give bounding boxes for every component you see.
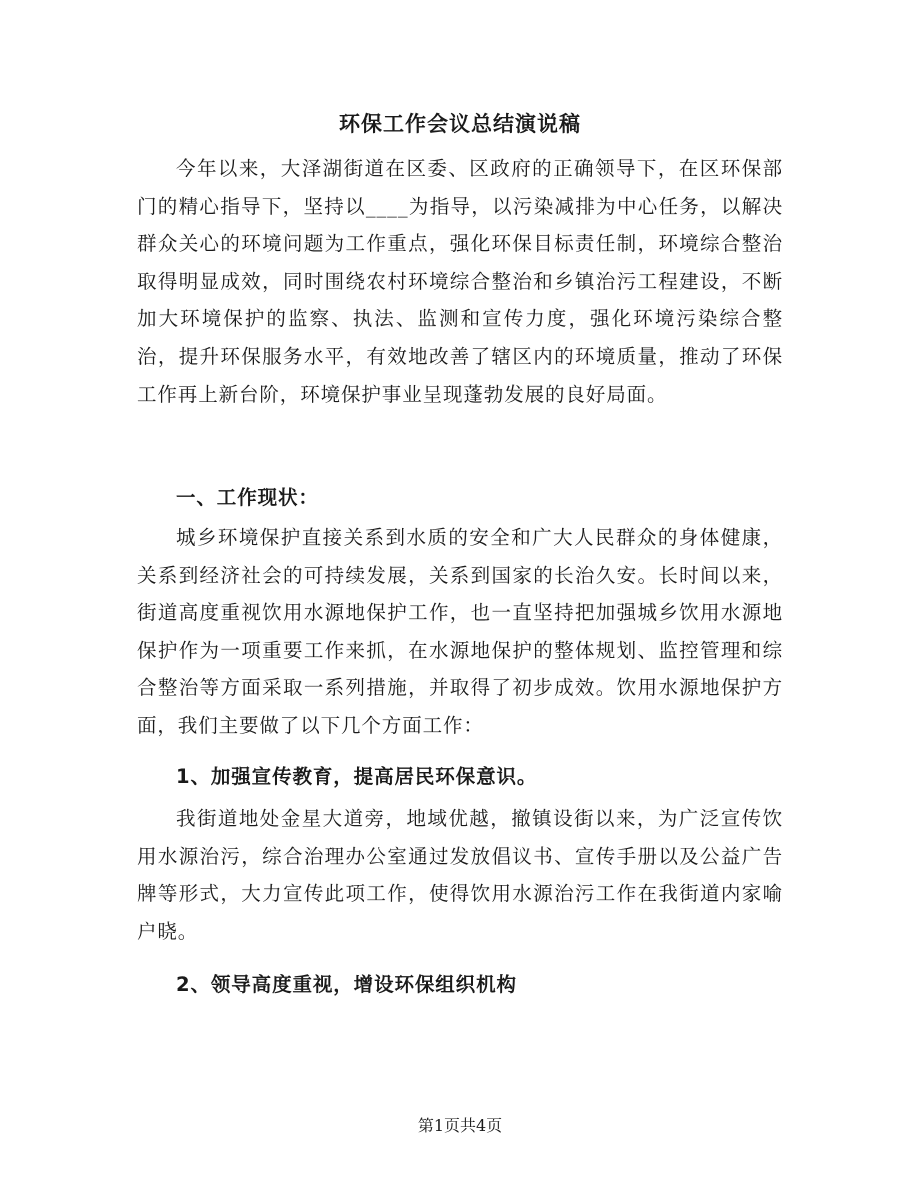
item1-block bbox=[137, 800, 783, 950]
intro-paragraph: 今年以来，大泽湖街道在区委、区政府的正确领导下，在区环保部门的精心指导下，坚持以____为指导，以污染减排为中心任务，以解决群众关心的环境问题为工作重点，强化环保目标责任制，环境综合整治取得明显成效，同时围绕农村环境综合整治和乡镇治污工程建设，不断加大环境保护的监察、执法、监测和宣传力度，强化环境污染综合整治，提升环保服务水平，有效地改善了辖区内的环境质量，推动了环保工作再上新台阶，环境保护事业呈现蓬勃发展的良好局面。 bbox=[137, 157, 783, 406]
section1-heading-block bbox=[137, 479, 783, 517]
section1-heading: 一、工作现状： bbox=[176, 486, 319, 509]
item2-heading: 2、领导高度重视，增设环保组织机构 bbox=[176, 973, 517, 996]
intro-block bbox=[137, 150, 783, 413]
page-number: 第1页共4页 bbox=[417, 1116, 503, 1135]
section1-block bbox=[137, 519, 783, 745]
item1-heading: 1、加强宣传教育，提高居民环保意识。 bbox=[176, 765, 538, 788]
item1-heading-block bbox=[137, 758, 783, 796]
section1-paragraph: 城乡环境保护直接关系到水质的安全和广大人民群众的身体健康，关系到经济社会的可持续发展，关系到国家的长治久安。长时间以来，街道高度重视饮用水源地保护工作，也一直坚持把加强城乡饮用水源地保护作为一项重要工作来抓，在水源地保护的整体规划、监控管理和综合整治等方面采取一系列措施，并取得了初步成效。饮用水源地保护方面，我们主要做了以下几个方面工作： bbox=[137, 526, 783, 737]
item2-heading-block bbox=[137, 966, 783, 1004]
document-title: 环保工作会议总结演说稿 bbox=[339, 112, 581, 136]
item1-paragraph: 我街道地处金星大道旁，地域优越，撤镇设街以来，为广泛宣传饮用水源治污，综合治理办公室通过发放倡议书、宣传手册以及公益广告牌等形式，大力宣传此项工作，使得饮用水源治污工作在我街道内家喻户晓。 bbox=[137, 807, 783, 943]
